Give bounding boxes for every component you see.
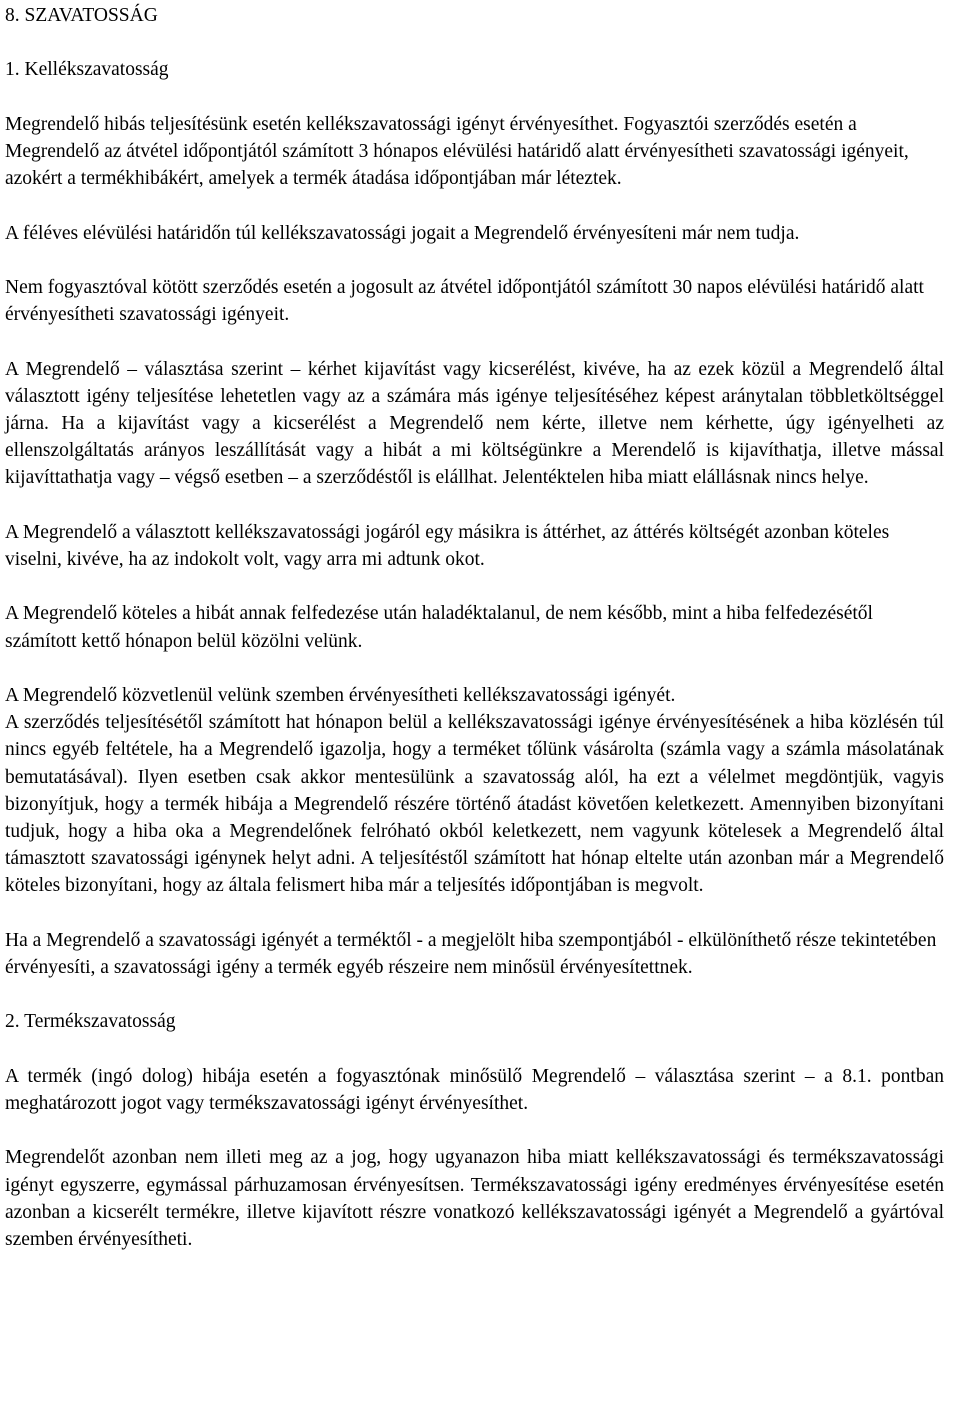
paragraph-switch-right: A Megrendelő a választott kellékszavatossági jogáról egy másikra is áttérhet, az áttérés költségét azonban köteles viselni, kivéve, ha az indokolt volt, vagy arra mi adtunk okot. <box>5 521 890 570</box>
paragraph-half-year-limit: A féléves elévülési határidőn túl kellékszavatossági jogait a Megrendelő érvényesíteni már nem tudja. <box>5 222 800 244</box>
section-title-termekszavatossag: 2. Termékszavatosság <box>5 1011 176 1033</box>
paragraph-repair-replace: A Megrendelő – választása szerint – kérhet kijavítást vagy kicserélést, kivéve, ha az ezek közül a Megrendelő által választott igény teljesítése lehetetlen vagy az a számára más igénye teljesítéséhez képest aránytalan többletköltséggel járna. Ha a kijavítást vagy a kicserélést a Megrendelő nem kérte, illetve nem kérhette, úgy igényelheti az ellenszolgáltatás arányos leszállítását vagy a hibát a mi költségünkre a Merendelő is kijavíthatja, illetve mással kijavíttathatja vagy – végső esetben – a szerződéstől is elállhat. Jelentéktelen hiba miatt elállásnak nincs helye. <box>5 358 944 489</box>
paragraph-six-months: A szerződés teljesítésétől számított hat hónapon belül a kellékszavatossági igénye érvényesítésének a hiba közlésén túl nincs egyéb feltétele, ha a Megrendelő igazolja, hogy a terméket tőlünk vásárolta (számla vagy a számla másolatának bemutatásával). Ilyen esetben csak akkor mentesülünk a szavatosság alól, ha ezt a vélelmet megdöntjük, vagyis bizonyítjuk, hogy a termék hibája a Megrendelő részére történő átadást követően keletkezett. Amennyiben bizonyítani tudjuk, hogy a hiba oka a Megrendelőnek felróható okból keletkezett, nem vagyunk kötelesek a Megrendelő által támasztott szavatossági igénynek helyt adni. A teljesítéstől számított hat hónap eltelte után azonban már a Megrendelő köteles bizonyítani, hogy az általa felismert hiba már a teljesítés időpontjában is megvolt. <box>5 712 944 897</box>
document-title: 8. SZAVATOSSÁG <box>5 5 158 26</box>
section-title-kellekszavatossag: 1. Kellékszavatosság <box>5 59 169 81</box>
paragraph-separable-part: Ha a Megrendelő a szavatossági igényét a terméktől - a megjelölt hiba szempontjából - elkülöníthető része tekintetében érvényesíti, a szavatossági igény a termék egyéb részeire nem minősül érvényesítettnek. <box>5 929 937 978</box>
paragraph-parallel-claims: Megrendelőt azonban nem illeti meg az a jog, hogy ugyanazon hiba miatt kellékszavatossági és termékszavatossági igényt egyszerre, egymással párhuzamosan érvényesítsen. Termékszavatossági igény eredményes érvényesítése esetén azonban a kicserélt termékre, illetve kijavított részre vonatkozó kellékszavatossági igényét a Megrendelő a gyártóval szemben érvényesítheti. <box>5 1147 944 1250</box>
paragraph-non-consumer: Nem fogyasztóval kötött szerződés esetén a jogosult az átvétel időpontjától számított 30 napos elévülési határidő alatt érvényesítheti szavatossági igényeit. <box>5 276 924 326</box>
paragraph-product-defect: A termék (ingó dolog) hibája esetén a fogyasztónak minősülő Megrendelő – választása szerint – a 8.1. pontban meghatározott jogot vagy termékszavatossági igényt érvényesíthet. <box>5 1065 944 1114</box>
paragraph-claim-rights: Megrendelő hibás teljesítésünk esetén kellékszavatossági igényt érvényesíthet. Fogyasztói szerződés esetén a Megrendelő az átvétel időpontjától számított 3 hónapos elévülési határidő alatt érvényesítheti szavatossági igényeit, azokért a termékhibákért, amelyek a termék átadása időpontjában már léteztek. <box>5 113 909 190</box>
paragraph-notify-defect: A Megrendelő köteles a hibát annak felfedezése után haladéktalanul, de nem később, mint a hiba felfedezésétől számított kettő hónapon belül közölni velünk. <box>5 603 873 652</box>
paragraph-direct-claim: A Megrendelő közvetlenül velünk szemben érvényesítheti kellékszavatossági igényét. <box>5 684 676 706</box>
